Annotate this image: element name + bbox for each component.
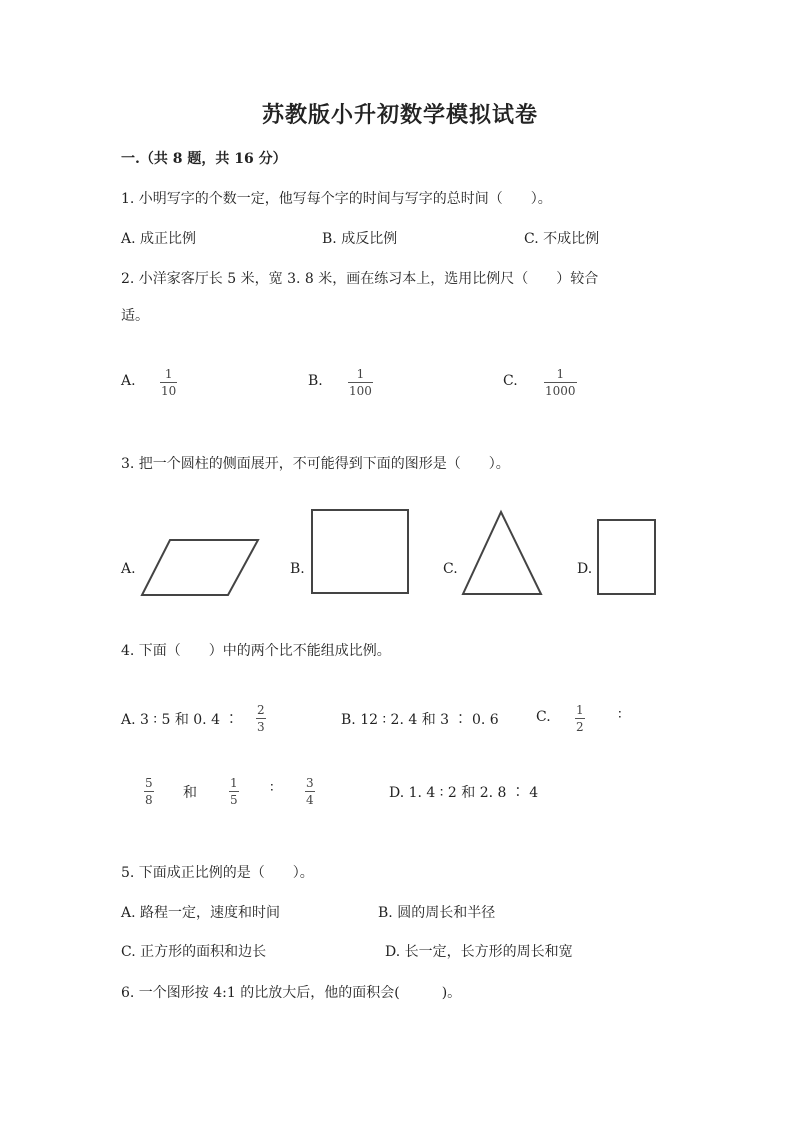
question-2-text-line1: 2. 小洋家客厅长 5 米，宽 3. 8 米，画在练习本上，选用比例尺（ ）较合 <box>121 271 599 287</box>
parallelogram-shape <box>140 538 260 598</box>
question-2-option-a-fraction <box>160 367 177 398</box>
ratio-colon: ∶ <box>270 780 274 796</box>
fraction-bar <box>256 718 266 719</box>
fraction-denominator: 4 <box>306 793 314 807</box>
question-3-option-a-letter[interactable]: A. <box>121 561 136 577</box>
rectangle-shape <box>597 519 657 596</box>
question-5-option-d[interactable]: D. 长一定，长方形的周长和宽 <box>385 944 573 960</box>
question-3-text: 3. 把一个圆柱的侧面展开，不可能得到下面的图形是（ ）。 <box>121 456 510 472</box>
fraction-bar <box>575 718 585 719</box>
question-1-option-b[interactable]: B. 成反比例 <box>322 231 398 247</box>
question-4-option-c-fraction-2 <box>144 776 154 807</box>
question-1-option-a[interactable]: A. 成正比例 <box>121 231 197 247</box>
question-3-option-d-letter[interactable]: D. <box>577 561 593 577</box>
fraction-denominator: 100 <box>349 384 372 398</box>
question-4-option-d[interactable]: D. 1. 4 ∶ 2 和 2. 8 ∶ 4 <box>389 785 539 801</box>
and-word: 和 <box>183 785 197 801</box>
question-6-text: 6. 一个图形按 4:1 的比放大后，他的面积会( )。 <box>121 985 462 1001</box>
question-2-text-line2: 适。 <box>121 308 149 324</box>
fraction-bar <box>544 382 577 383</box>
question-5-option-c[interactable]: C. 正方形的面积和边长 <box>121 944 267 960</box>
fraction-denominator: 10 <box>161 384 177 398</box>
fraction-numerator: 5 <box>145 776 153 790</box>
question-5-option-b[interactable]: B. 圆的周长和半径 <box>378 905 496 921</box>
question-1-text: 1. 小明写字的个数一定，他写每个字的时间与写字的总时间（ ）。 <box>121 191 552 207</box>
question-4-option-c-letter[interactable]: C. <box>536 709 551 725</box>
fraction-numerator: 1 <box>556 367 565 381</box>
question-4-option-b[interactable]: B. 12 ∶ 2. 4 和 3 ∶ 0. 6 <box>341 712 499 728</box>
question-1-option-c[interactable]: C. 不成比例 <box>524 231 600 247</box>
question-4-option-c-fraction-1 <box>575 703 585 734</box>
question-4-option-a-fraction <box>256 703 266 734</box>
question-2-option-c-letter[interactable]: C. <box>503 373 518 389</box>
fraction-bar <box>144 791 154 792</box>
question-2-option-b-fraction <box>348 367 373 398</box>
fraction-numerator: 2 <box>257 703 265 717</box>
fraction-numerator: 1 <box>356 367 365 381</box>
question-2-option-a-letter[interactable]: A. <box>121 373 136 389</box>
fraction-denominator: 5 <box>230 793 238 807</box>
fraction-bar <box>229 791 239 792</box>
fraction-denominator: 8 <box>145 793 153 807</box>
question-4-option-c-fraction-3 <box>229 776 239 807</box>
question-4-option-c-fraction-4 <box>305 776 315 807</box>
square-shape <box>311 509 410 595</box>
question-5-option-a[interactable]: A. 路程一定，速度和时间 <box>121 905 281 921</box>
fraction-numerator: 1 <box>576 703 584 717</box>
question-4-text: 4. 下面（ ）中的两个比不能组成比例。 <box>121 643 391 659</box>
fraction-denominator: 1000 <box>545 384 576 398</box>
question-3-option-c-letter[interactable]: C. <box>443 561 458 577</box>
fraction-denominator: 3 <box>257 720 265 734</box>
triangle-shape <box>461 510 543 596</box>
question-2-option-b-letter[interactable]: B. <box>308 373 323 389</box>
question-2-option-c-fraction <box>544 367 577 398</box>
ratio-colon: ∶ <box>618 707 622 723</box>
fraction-numerator: 3 <box>306 776 314 790</box>
question-5-text: 5. 下面成正比例的是（ ）。 <box>121 865 314 881</box>
page-title: 苏教版小升初数学模拟试卷 <box>261 102 538 128</box>
fraction-bar <box>305 791 315 792</box>
fraction-denominator: 2 <box>576 720 584 734</box>
fraction-bar <box>160 382 177 383</box>
section-heading: 一.（共 8 题，共 16 分） <box>121 151 287 167</box>
fraction-bar <box>348 382 373 383</box>
fraction-numerator: 1 <box>230 776 238 790</box>
fraction-numerator: 1 <box>164 367 173 381</box>
question-3-option-b-letter[interactable]: B. <box>290 561 305 577</box>
question-4-option-a[interactable]: A. 3 ∶ 5 和 0. 4 ∶ <box>121 712 239 728</box>
